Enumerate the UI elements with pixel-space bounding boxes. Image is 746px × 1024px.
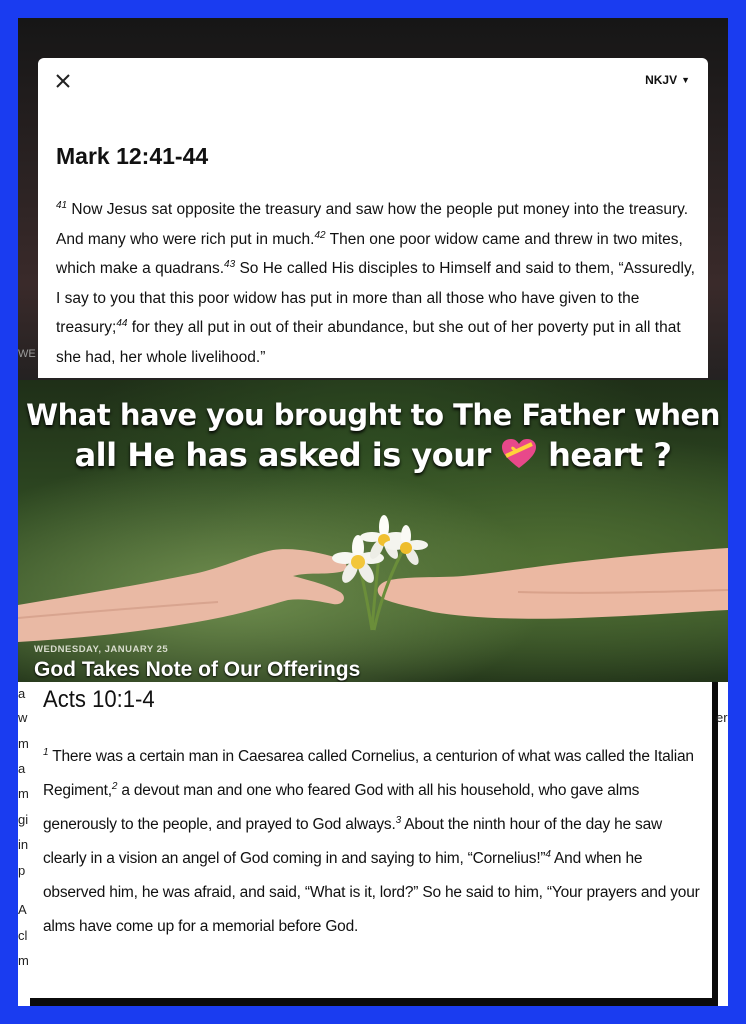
- fragment-text: m: [18, 953, 29, 968]
- underlying-page-left: [18, 682, 30, 1006]
- verse-number: 43: [224, 258, 236, 270]
- version-selector[interactable]: [645, 73, 690, 87]
- verse-text: About the ninth hour of the day he saw clearly in a vision an angel of God coming in and saying to him, “Cornelius!”: [43, 816, 663, 867]
- acts-passage-card: [30, 682, 712, 998]
- headline-line-2: [18, 436, 728, 474]
- mark-passage-card: [38, 58, 708, 378]
- headline-line-1: What have you brought to The Father when: [26, 398, 720, 432]
- verse-text: And when he observed him, he was afraid, and said, “What is it, lord?” So he said to him, “Your prayers and your alms have come up for a memorial before God.: [43, 850, 700, 935]
- verse-number: 1: [43, 746, 49, 758]
- verse-text: for they all put in out of their abundance, but she out of her poverty put in all that she had, her whole livelihood.”: [56, 319, 681, 366]
- passage-text: [43, 740, 703, 944]
- verse-text: So He called His disciples to Himself and said to them, “Assuredly, I say to you that this poor widow has put in more than all those who have given to the treasury;: [56, 260, 695, 336]
- fragment-text: A: [18, 902, 27, 917]
- fragment-text: a: [18, 686, 26, 701]
- background-ghost-text: WE: [18, 348, 36, 360]
- passage-text: [56, 195, 696, 372]
- fragment-text: w: [18, 710, 28, 725]
- devotional-title: God Takes Note of Our Offerings: [34, 658, 361, 681]
- heart-with-ribbon-icon: [501, 438, 537, 470]
- verse-number: 4: [545, 848, 551, 860]
- verse-number: 44: [116, 317, 128, 329]
- close-icon[interactable]: [52, 70, 74, 92]
- fragment-text: gi: [18, 812, 29, 827]
- verse-text: Now Jesus sat opposite the treasury and saw how the people put money into the treasury. And many who were rich put in much.: [56, 201, 689, 248]
- underlying-page-right: [718, 682, 728, 1006]
- fragment-text: m: [18, 736, 29, 751]
- headline-line-2-start: all He has asked is your: [74, 436, 491, 474]
- version-label: NKJV: [645, 73, 678, 87]
- screenshot-frame: [18, 18, 728, 1006]
- verse-number: 3: [395, 814, 401, 826]
- verse-number: 41: [56, 199, 68, 211]
- fragment-text: cl: [18, 928, 28, 943]
- offering-photo: [18, 380, 728, 682]
- devotional-date: WEDNESDAY, JANUARY 25: [34, 644, 169, 655]
- verse-number: 2: [111, 780, 118, 792]
- headline-line-2-end: heart ?: [548, 436, 672, 474]
- verse-number: 42: [314, 229, 326, 241]
- passage-reference: Mark 12:41-44: [56, 143, 209, 169]
- fragment-text: er: [716, 710, 728, 725]
- passage-reference: Acts 10:1-4: [43, 686, 155, 713]
- verse-text: There was a certain man in Caesarea called Cornelius, a centurion of what was called the Italian Regiment,: [43, 748, 694, 799]
- fragment-text: a: [18, 761, 26, 776]
- verse-text: a devout man and one who feared God with all his household, who gave alms generously to the people, and prayed to God always.: [43, 782, 640, 833]
- caret-down-icon: ▼: [681, 75, 690, 85]
- fragment-text: m: [18, 786, 29, 801]
- fragment-text: p: [18, 863, 26, 878]
- verse-text: Then one poor widow came and threw in two mites, which make a quadrans.: [56, 230, 683, 277]
- fragment-text: in: [18, 837, 29, 852]
